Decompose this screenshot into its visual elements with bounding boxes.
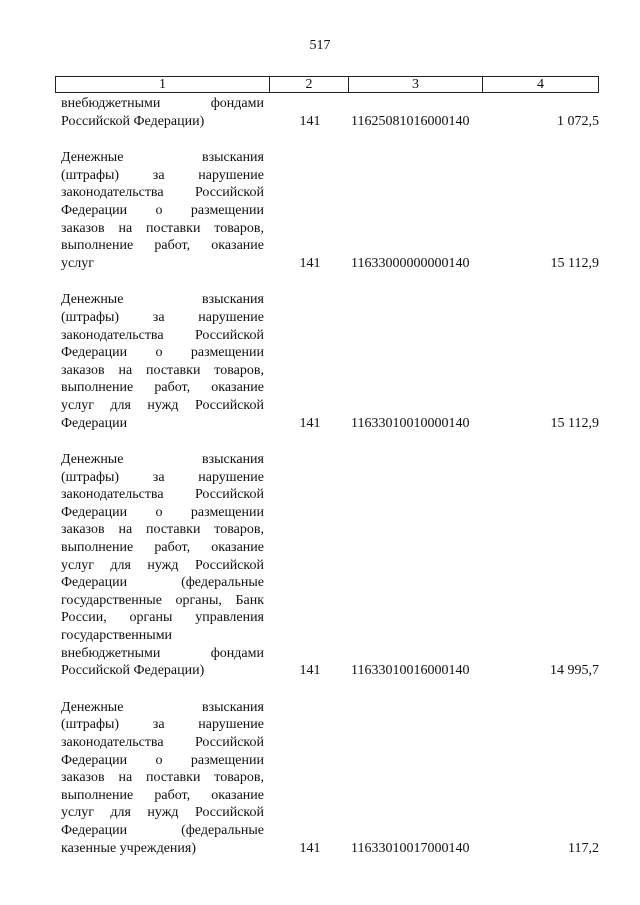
description-line: Федерации (федеральные	[61, 575, 264, 591]
row-kbk: 11633000000000140	[351, 255, 470, 271]
row-description	[61, 451, 264, 680]
description-line: внебюджетными фондами	[61, 645, 264, 661]
description-line: внебюджетными фондами	[61, 96, 264, 111]
description-line: выполнение работ, оказание	[61, 238, 264, 254]
description-line: Федерации	[61, 415, 128, 431]
header-col-3: 3	[349, 77, 483, 92]
description-line: Российской Федерации)	[61, 663, 205, 679]
description-line: казенные учреждения)	[61, 840, 197, 856]
description-line: России, органы управления	[61, 610, 264, 626]
description-line: (штрафы) за нарушение	[61, 469, 264, 485]
table-row	[0, 95, 640, 130]
row-gap	[0, 680, 640, 699]
row-kbk: 11633010010000140	[351, 415, 470, 431]
description-line: государственными	[61, 628, 173, 644]
row-amount: 15 112,9	[550, 255, 599, 271]
row-code: 141	[299, 663, 321, 679]
description-line: заказов на поставки товаров,	[61, 220, 264, 236]
description-line: (штрафы) за нарушение	[61, 717, 264, 733]
description-line: Денежные взыскания	[61, 150, 264, 166]
row-gap	[0, 130, 640, 149]
table-body	[0, 95, 640, 857]
row-gap	[0, 432, 640, 451]
table-row	[0, 699, 640, 857]
row-amount: 117,2	[568, 840, 599, 856]
description-line: Денежные взыскания	[61, 292, 264, 308]
description-line: Федерации о размещении	[61, 504, 264, 520]
description-line: выполнение работ, оказание	[61, 540, 264, 556]
description-line: Федерации о размещении	[61, 752, 264, 768]
row-amount: 15 112,9	[550, 415, 599, 431]
description-line: услуг для нужд Российской	[61, 557, 264, 573]
description-line: услуг для нужд Российской	[61, 805, 264, 821]
description-line: услуг для нужд Российской	[61, 397, 264, 413]
table-header	[55, 76, 599, 93]
description-line: законодательства Российской	[61, 185, 264, 201]
row-kbk: 11633010017000140	[351, 840, 470, 856]
table-row	[0, 451, 640, 680]
table-row	[0, 149, 640, 272]
description-line: Федерации о размещении	[61, 202, 264, 218]
row-code: 141	[299, 113, 321, 129]
row-kbk: 11625081016000140	[351, 113, 470, 129]
description-line: законодательства Российской	[61, 735, 264, 750]
page-number: 517	[309, 38, 331, 53]
row-description	[61, 699, 264, 857]
description-line: Федерации (федеральные	[61, 822, 264, 838]
header-col-2: 2	[270, 77, 349, 92]
description-line: Денежные взыскания	[61, 452, 264, 468]
header-col-4: 4	[537, 77, 544, 92]
row-gap	[0, 272, 640, 291]
description-line: (штрафы) за нарушение	[61, 309, 264, 325]
description-line: государственные органы, Банк	[61, 592, 264, 608]
row-description	[61, 149, 264, 272]
description-line: Денежные взыскания	[61, 699, 264, 715]
row-code: 141	[299, 255, 321, 271]
description-line: заказов на поставки товаров,	[61, 770, 264, 786]
row-kbk: 11633010016000140	[351, 663, 470, 679]
description-line: выполнение работ, оказание	[61, 380, 264, 396]
description-line: услуг	[61, 255, 94, 271]
description-line: заказов на поставки товаров,	[61, 362, 264, 378]
header-col-1: 1	[56, 77, 270, 92]
description-line: выполнение работ, оказание	[61, 787, 264, 803]
description-line: Федерации о размещении	[61, 345, 264, 361]
row-description	[61, 291, 264, 432]
table-row	[0, 291, 640, 432]
row-code: 141	[299, 415, 321, 431]
description-line: Российской Федерации)	[61, 113, 205, 129]
description-line: заказов на поставки товаров,	[61, 522, 264, 538]
description-line: законодательства Российской	[61, 327, 264, 343]
row-amount: 1 072,5	[557, 113, 599, 129]
row-code: 141	[299, 840, 321, 856]
row-amount: 14 995,7	[550, 663, 599, 679]
row-description	[61, 95, 264, 130]
description-line: законодательства Российской	[61, 487, 264, 503]
description-line: (штрафы) за нарушение	[61, 167, 264, 183]
